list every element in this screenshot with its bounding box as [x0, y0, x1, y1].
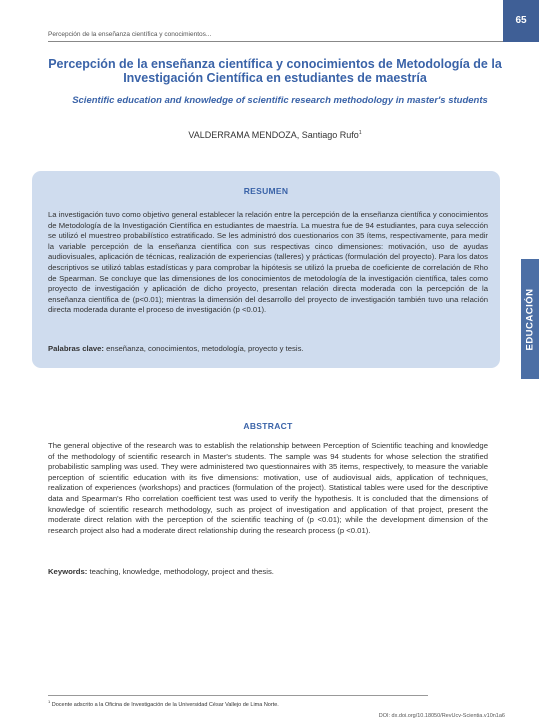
footnote-mark: 1 — [48, 699, 51, 704]
resumen-keywords-list: enseñanza, conocimientos, metodología, proyecto y tesis. — [106, 344, 304, 353]
author-footnote-mark: 1 — [358, 130, 362, 136]
article-subtitle: Scientific education and knowledge of scientific research methodology in master's students — [72, 95, 488, 106]
resumen-box — [32, 171, 500, 368]
resumen-keywords — [48, 344, 304, 353]
resumen-heading: RESUMEN — [243, 186, 289, 196]
abstract-heading: ABSTRACT — [243, 421, 293, 431]
doi-link[interactable]: DOI: dx.doi.org/10.18050/RevUcv-Scientia.v10n1a6 — [378, 713, 505, 719]
resumen-text: La investigación tuvo como objetivo general establecer la relación entre la percepción de la enseñanza científica y conocimientos de Metodología de la Investigación Científica en estudiantes de maestría. La muestra fue de 94 estudiantes, para cuya selección se utilizó el muestreo probabilístico estratificado. Se les administró dos cuestionarios con 35 ítems, respectivamente, para medir la variable percepción de la enseñanza científica con sus respectivas cinco dimensiones: motivación, uso de ayudas audiovisuales, aplicación de técnicas, realización de experiencias (talleres) y prácticas (formulación del proyecto). Para los datos descriptivos se utilizó tablas estadísticas y para comprobar la hipótesis se utilizó la prueba de coeficiente de correlación de Rho de Spearman. Se concluye que las dimensiones de los conocimientos de metodología de la investigación científica, tales como proyecto de investigación y aplicación de dicho proyecto, presentan relación directa moderada con la percepción de la enseñanza científica de (p<0.01); mientras la dimensión del desarrollo del proyecto de investigación también tuvo una relación directa moderada durante el proceso de investigación (p <0.01). — [48, 210, 488, 315]
abstract-keywords-list: teaching, knowledge, methodology, project and thesis. — [89, 567, 274, 576]
author-name: VALDERRAMA MENDOZA, Santiago Rufo — [188, 130, 359, 140]
abstract-text: The general objective of the research was to establish the relationship between Perception of Scientific teaching and knowledge of the methodology of scientific research in Master's students. The sample was 94 students for whose selection the stratified probabilistic sampling was used. They were administered two questionnaires with 35 items, respectively, to measure the variable perception of scientific education with its five dimensions: motivation, use of audiovisual aids, application of techniques, realization of experiences (workshops) and practices (formulation of the project). Statistical tables were used for the descriptive data and Spearman's Rho correlation coefficient test was used to verify the hypothesis. It is concluded that the dimensions of knowledge of scientific research methodology, such as project of investigation and application of that project, present the moderate direct relation with the perception of the scientific teaching of (p <0.01); while the development dimension of the research project also had a moderate direct relationship during the research process (p <0.01). — [48, 441, 488, 535]
section-tab — [521, 259, 539, 379]
footnote-divider — [48, 695, 428, 696]
footnote-text: Docente adscrito a la Oficina de Investigación de la Universidad César Vallejo de Lima Norte. — [51, 701, 279, 708]
footnote — [48, 699, 279, 708]
section-tab-label: EDUCACIÓN — [524, 287, 536, 351]
header-divider — [48, 41, 503, 42]
page-number: 65 — [503, 0, 539, 42]
running-head: Percepción de la enseñanza científica y conocimientos... — [48, 31, 212, 38]
article-title: Percepción de la enseñanza científica y conocimientos de Metodología de la Investigación Científica en estudiantes de maestría — [48, 57, 502, 85]
author-line — [40, 130, 510, 140]
abstract-keywords — [48, 567, 274, 576]
abstract-keywords-label: Keywords: — [48, 567, 88, 576]
resumen-keywords-label: Palabras clave: — [48, 344, 104, 353]
